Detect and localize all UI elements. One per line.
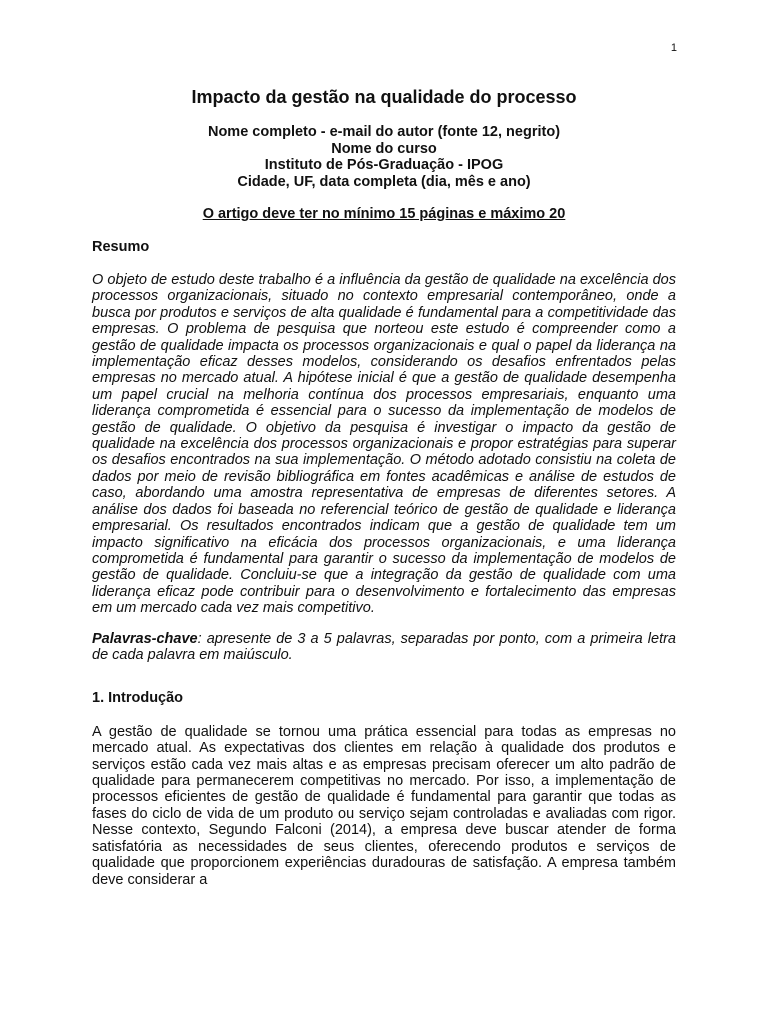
page-number: 1 (670, 42, 677, 54)
page-requirement-note: O artigo deve ter no mínimo 15 páginas e máximo 20 (202, 206, 566, 222)
abstract-text: O objeto de estudo deste trabalho é a influência da gestão de qualidade na excelência dos processos organizacionais, situado no contexto empresarial contemporâneo, onde a busca por produtos e serviços de alta qualidade é fundamental para a competitividade das empresas. O problema de pesquisa que norteou este estudo é compreender como a gestão de qualidade impacta os processos organizacionais e qual o papel da liderança na implementação eficaz desses modelos, considerando os desafios enfrentados pelas empresas no mercado atual. A hipótese inicial é que a gestão de qualidade desempenha um papel crucial na melhoria contínua dos processos empresariais, enquanto uma liderança comprometida é essencial para o sucesso da implementação de modelos de gestão de qualidade. O objetivo da pesquisa é investigar o impacto da gestão de qualidade na excelência dos processos organizacionais e propor estratégias para superar os desafios encontrados na sua implementação. O método adotado consistiu na coleta de dados por meio de revisão bibliográfica em fontes acadêmicas e análise de estudos de caso, abordando uma amostra representativa de empresas de diferentes setores. A análise dos dados foi baseada no referencial teórico de gestão de qualidade e liderança empresarial. Os resultados encontrados indicam que a gestão de qualidade tem um impacto significativo na eficácia dos processos organizacionais, e uma liderança comprometida é fundamental para garantir o sucesso da implementação de modelos de gestão de qualidade. Concluiu-se que a integração da gestão de qualidade com uma liderança eficaz pode contribuir para o desenvolvimento e fortalecimento das empresas em um mercado cada vez mais competitivo. (92, 272, 676, 617)
institution-line: Instituto de Pós-Graduação - IPOG (264, 157, 504, 173)
keywords-label: Palavras-chave (92, 631, 198, 648)
introduction-heading: 1. Introdução (92, 689, 184, 706)
abstract-heading: Resumo (92, 239, 150, 255)
document-body (92, 86, 676, 902)
document-title: Impacto da gestão na qualidade do processo (191, 87, 577, 107)
location-date-line: Cidade, UF, data completa (dia, mês e ano) (237, 173, 531, 190)
keywords-instructions: : apresente de 3 a 5 palavras, separadas por ponto, com a primeira letra de cada palavra em maiúsculo. (92, 631, 676, 664)
author-line: Nome completo - e-mail do autor (fonte 12, negrito) (207, 124, 561, 140)
author-block (92, 124, 676, 190)
course-line: Nome do curso (331, 140, 437, 157)
keywords-paragraph (92, 631, 676, 664)
introduction-text: A gestão de qualidade se tornou uma prática essencial para todas as empresas no mercado atual. As expectativas dos clientes em relação à qualidade dos produtos e serviços estão cada vez mais altas e as empresas precisam oferecer um alto padrão de qualidade para permanecerem competitivas no mercado. Por isso, a implementação de processos eficientes de gestão de qualidade é fundamental para garantir que todas as fases do ciclo de vida de um produto ou serviço sejam controladas e avaliadas com rigor. Nesse contexto, Segundo Falconi (2014), a empresa deve buscar atender de forma satisfatória as necessidades de seus clientes, oferecendo produtos e serviços de qualidade que proporcionem experiências duradouras de satisfação. A empresa também deve considerar a (92, 723, 676, 888)
